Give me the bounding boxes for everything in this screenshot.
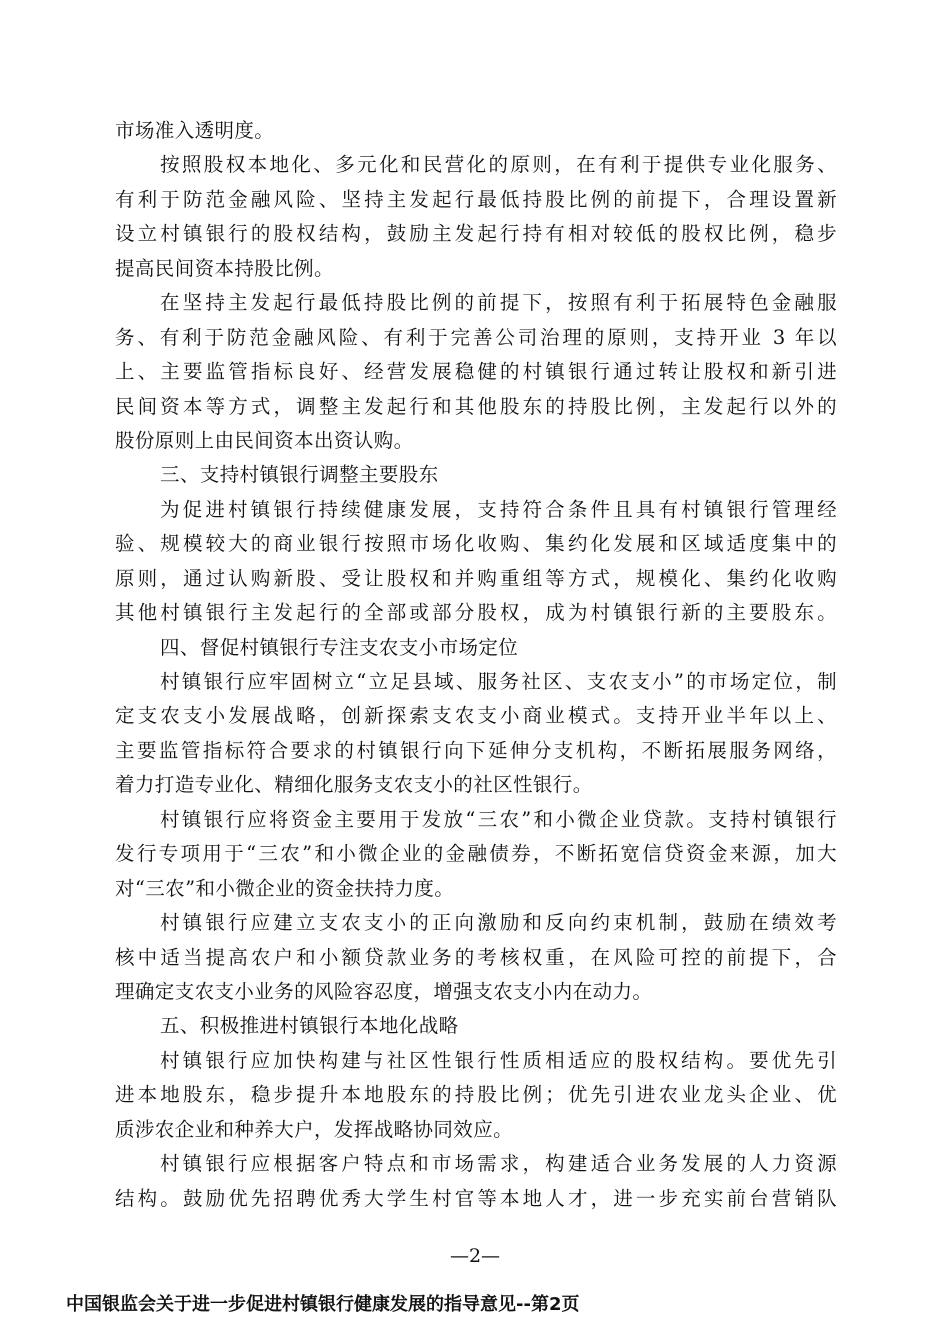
text-line: 理确定支农支小业务的风险容忍度，增强支农支小内在动力。 [115,979,653,1003]
text-line: 进本地股东，稳步提升本地股东的持股比例；优先引进农业龙头企业、优 [115,1083,837,1107]
text-line: 其他村镇银行主发起行的全部或部分股权，成为村镇银行新的主要股东。 [115,601,837,625]
document-body [115,114,837,1216]
text-line: 村镇银行应根据客户特点和市场需求，构建适合业务发展的人力资源 [160,1152,837,1176]
text-line: 股份原则上由民间资本出资认购。 [115,428,414,452]
text-line: 结构。鼓励优先招聘优秀大学生村官等本地人才，进一步充实前台营销队 [115,1186,837,1210]
text-line: 提高民间资本持股比例。 [115,256,334,280]
text-line: 上、主要监管指标良好、经营发展稳健的村镇银行通过转让股权和新引进 [115,360,837,384]
text-line: 验、规模较大的商业银行按照市场化收购、集约化发展和区域适度集中的 [115,532,837,556]
text-line: 质涉农企业和种养大户，发挥战略协同效应。 [115,1117,514,1141]
text-line: 在坚持主发起行最低持股比例的前提下，按照有利于拓展特色金融服 [160,291,837,315]
text-line: 村镇银行应牢固树立“立足县域、服务社区、支农支小”的市场定位，制 [160,670,837,693]
text-line: 市场准入透明度。 [115,119,275,142]
text-line: 原则，通过认购新股、受让股权和并购重组等方式，规模化、集约化收购 [115,566,837,590]
text-line: 为促进村镇银行持续健康发展，支持符合条件且具有村镇银行管理经 [160,497,837,521]
text-line: 定支农支小发展战略，创新探索支农支小商业模式。支持开业半年以上、 [115,704,837,728]
text-line: 设立村镇银行的股权结构，鼓励主发起行持有相对较低的股权比例，稳步 [115,222,837,246]
text-line: 村镇银行应加快构建与社区性银行性质相适应的股权结构。要优先引 [160,1048,837,1072]
page-number: —2— [449,1245,501,1267]
text-line: 村镇银行应将资金主要用于发放“三农”和小微企业贷款。支持村镇银行 [160,807,837,831]
text-line: 发行专项用于“三农”和小微企业的金融债券，不断拓宽信贷资金来源，加大 [115,842,837,866]
text-line: 民间资本等方式，调整主发起行和其他股东的持股比例，主发起行以外的 [115,394,837,418]
text-line: 有利于防范金融风险、坚持主发起行最低持股比例的前提下，合理设置新 [115,187,837,211]
text-line: 务、有利于防范金融风险、有利于完善公司治理的原则，支持开业 3 年以 [115,325,837,349]
text-line: 对“三农”和小微企业的资金扶持力度。 [115,876,455,900]
text-line: 村镇银行应建立支农支小的正向激励和反向约束机制，鼓励在绩效考 [160,911,837,935]
footer-caption: 中国银监会关于进一步促进村镇银行健康发展的指导意见--第2页 [66,1294,580,1315]
text-line: 主要监管指标符合要求的村镇银行向下延伸分支机构，不断拓展服务网络， [115,738,837,762]
section-heading: 四、督促村镇银行专注支农支小市场定位 [160,635,519,659]
section-heading: 三、支持村镇银行调整主要股东 [160,463,439,487]
section-heading: 五、积极推进村镇银行本地化战略 [160,1014,459,1038]
text-line: 着力打造专业化、精细化服务支农支小的社区性银行。 [115,773,593,797]
text-line: 核中适当提高农户和小额贷款业务的考核权重，在风险可控的前提下，合 [115,945,837,969]
text-line: 按照股权本地化、多元化和民营化的原则，在有利于提供专业化服务、 [160,153,837,177]
